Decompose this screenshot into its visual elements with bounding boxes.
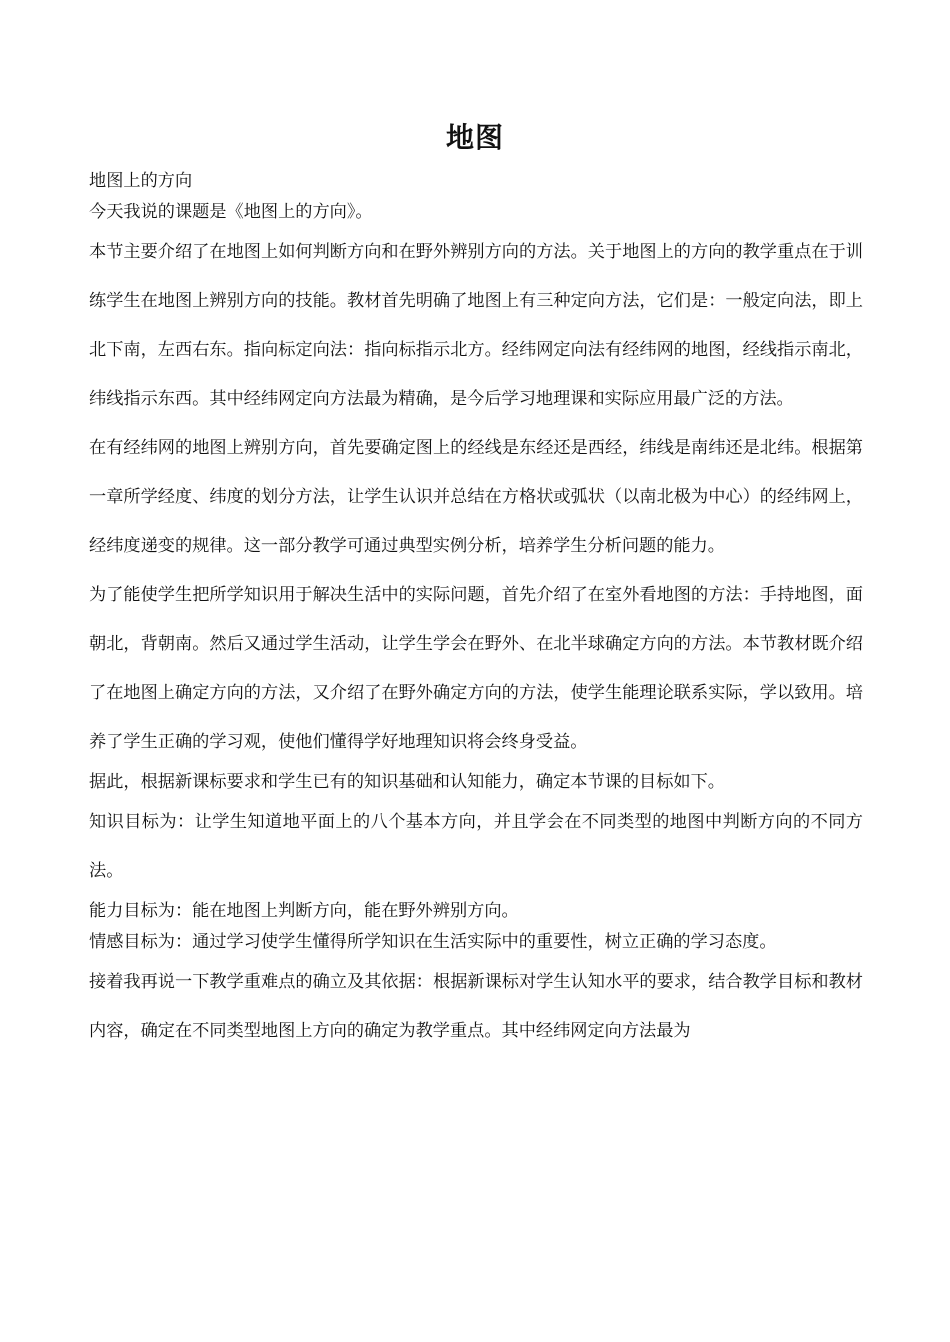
paragraph-knowledge-objective: 知识目标为：让学生知道地平面上的八个基本方向，并且学会在不同类型的地图中判断方向的不同方法。 — [89, 812, 863, 881]
document-body — [89, 166, 863, 1056]
section-heading: 地图上的方向 — [89, 171, 193, 191]
paragraph-emotion-objective: 情感目标为：通过学习使学生懂得所学知识在生活实际中的重要性，树立正确的学习态度。 — [89, 932, 777, 952]
paragraph-key-points: 接着我再说一下教学重难点的确立及其依据：根据新课标对学生认知水平的要求，结合教学目标和教材内容，确定在不同类型地图上方向的确定为教学重点。其中经纬网定向方法最为 — [89, 972, 863, 1041]
page-title: 地图 — [445, 121, 504, 154]
paragraph-objectives-intro: 据此，根据新课标要求和学生已有的知识基础和认知能力，确定本节课的目标如下。 — [89, 772, 725, 792]
paragraph-ability-objective: 能力目标为：能在地图上判断方向，能在野外辨别方向。 — [89, 901, 519, 921]
paragraph-field-method: 为了能使学生把所学知识用于解决生活中的实际问题，首先介绍了在室外看地图的方法：手持地图，面朝北，背朝南。然后又通过学生活动，让学生学会在野外、在北半球确定方向的方法。本节教材既介绍了在地图上确定方向的方法，又介绍了在野外确定方向的方法，使学生能理论联系实际，学以致用。培养了学生正确的学习观，使他们懂得学好地理知识将会终身受益。 — [89, 585, 863, 752]
paragraph-overview: 本节主要介绍了在地图上如何判断方向和在野外辨别方向的方法。关于地图上的方向的教学重点在于训练学生在地图上辨别方向的技能。教材首先明确了地图上有三种定向方法，它们是：一般定向法，即上北下南，左西右东。指向标定向法：指向标指示北方。经纬网定向法有经纬网的地图，经线指示南北，纬线指示东西。其中经纬网定向方法最为精确，是今后学习地理课和实际应用最广泛的方法。 — [89, 242, 863, 409]
paragraph-topic: 今天我说的课题是《地图上的方向》。 — [89, 202, 373, 222]
paragraph-grid-method: 在有经纬网的地图上辨别方向，首先要确定图上的经线是东经还是西经，纬线是南纬还是北纬。根据第一章所学经度、纬度的划分方法，让学生认识并总结在方格状或弧状（以南北极为中心）的经纬网上，经纬度递变的规律。这一部分教学可通过典型实例分析，培养学生分析问题的能力。 — [89, 438, 863, 556]
